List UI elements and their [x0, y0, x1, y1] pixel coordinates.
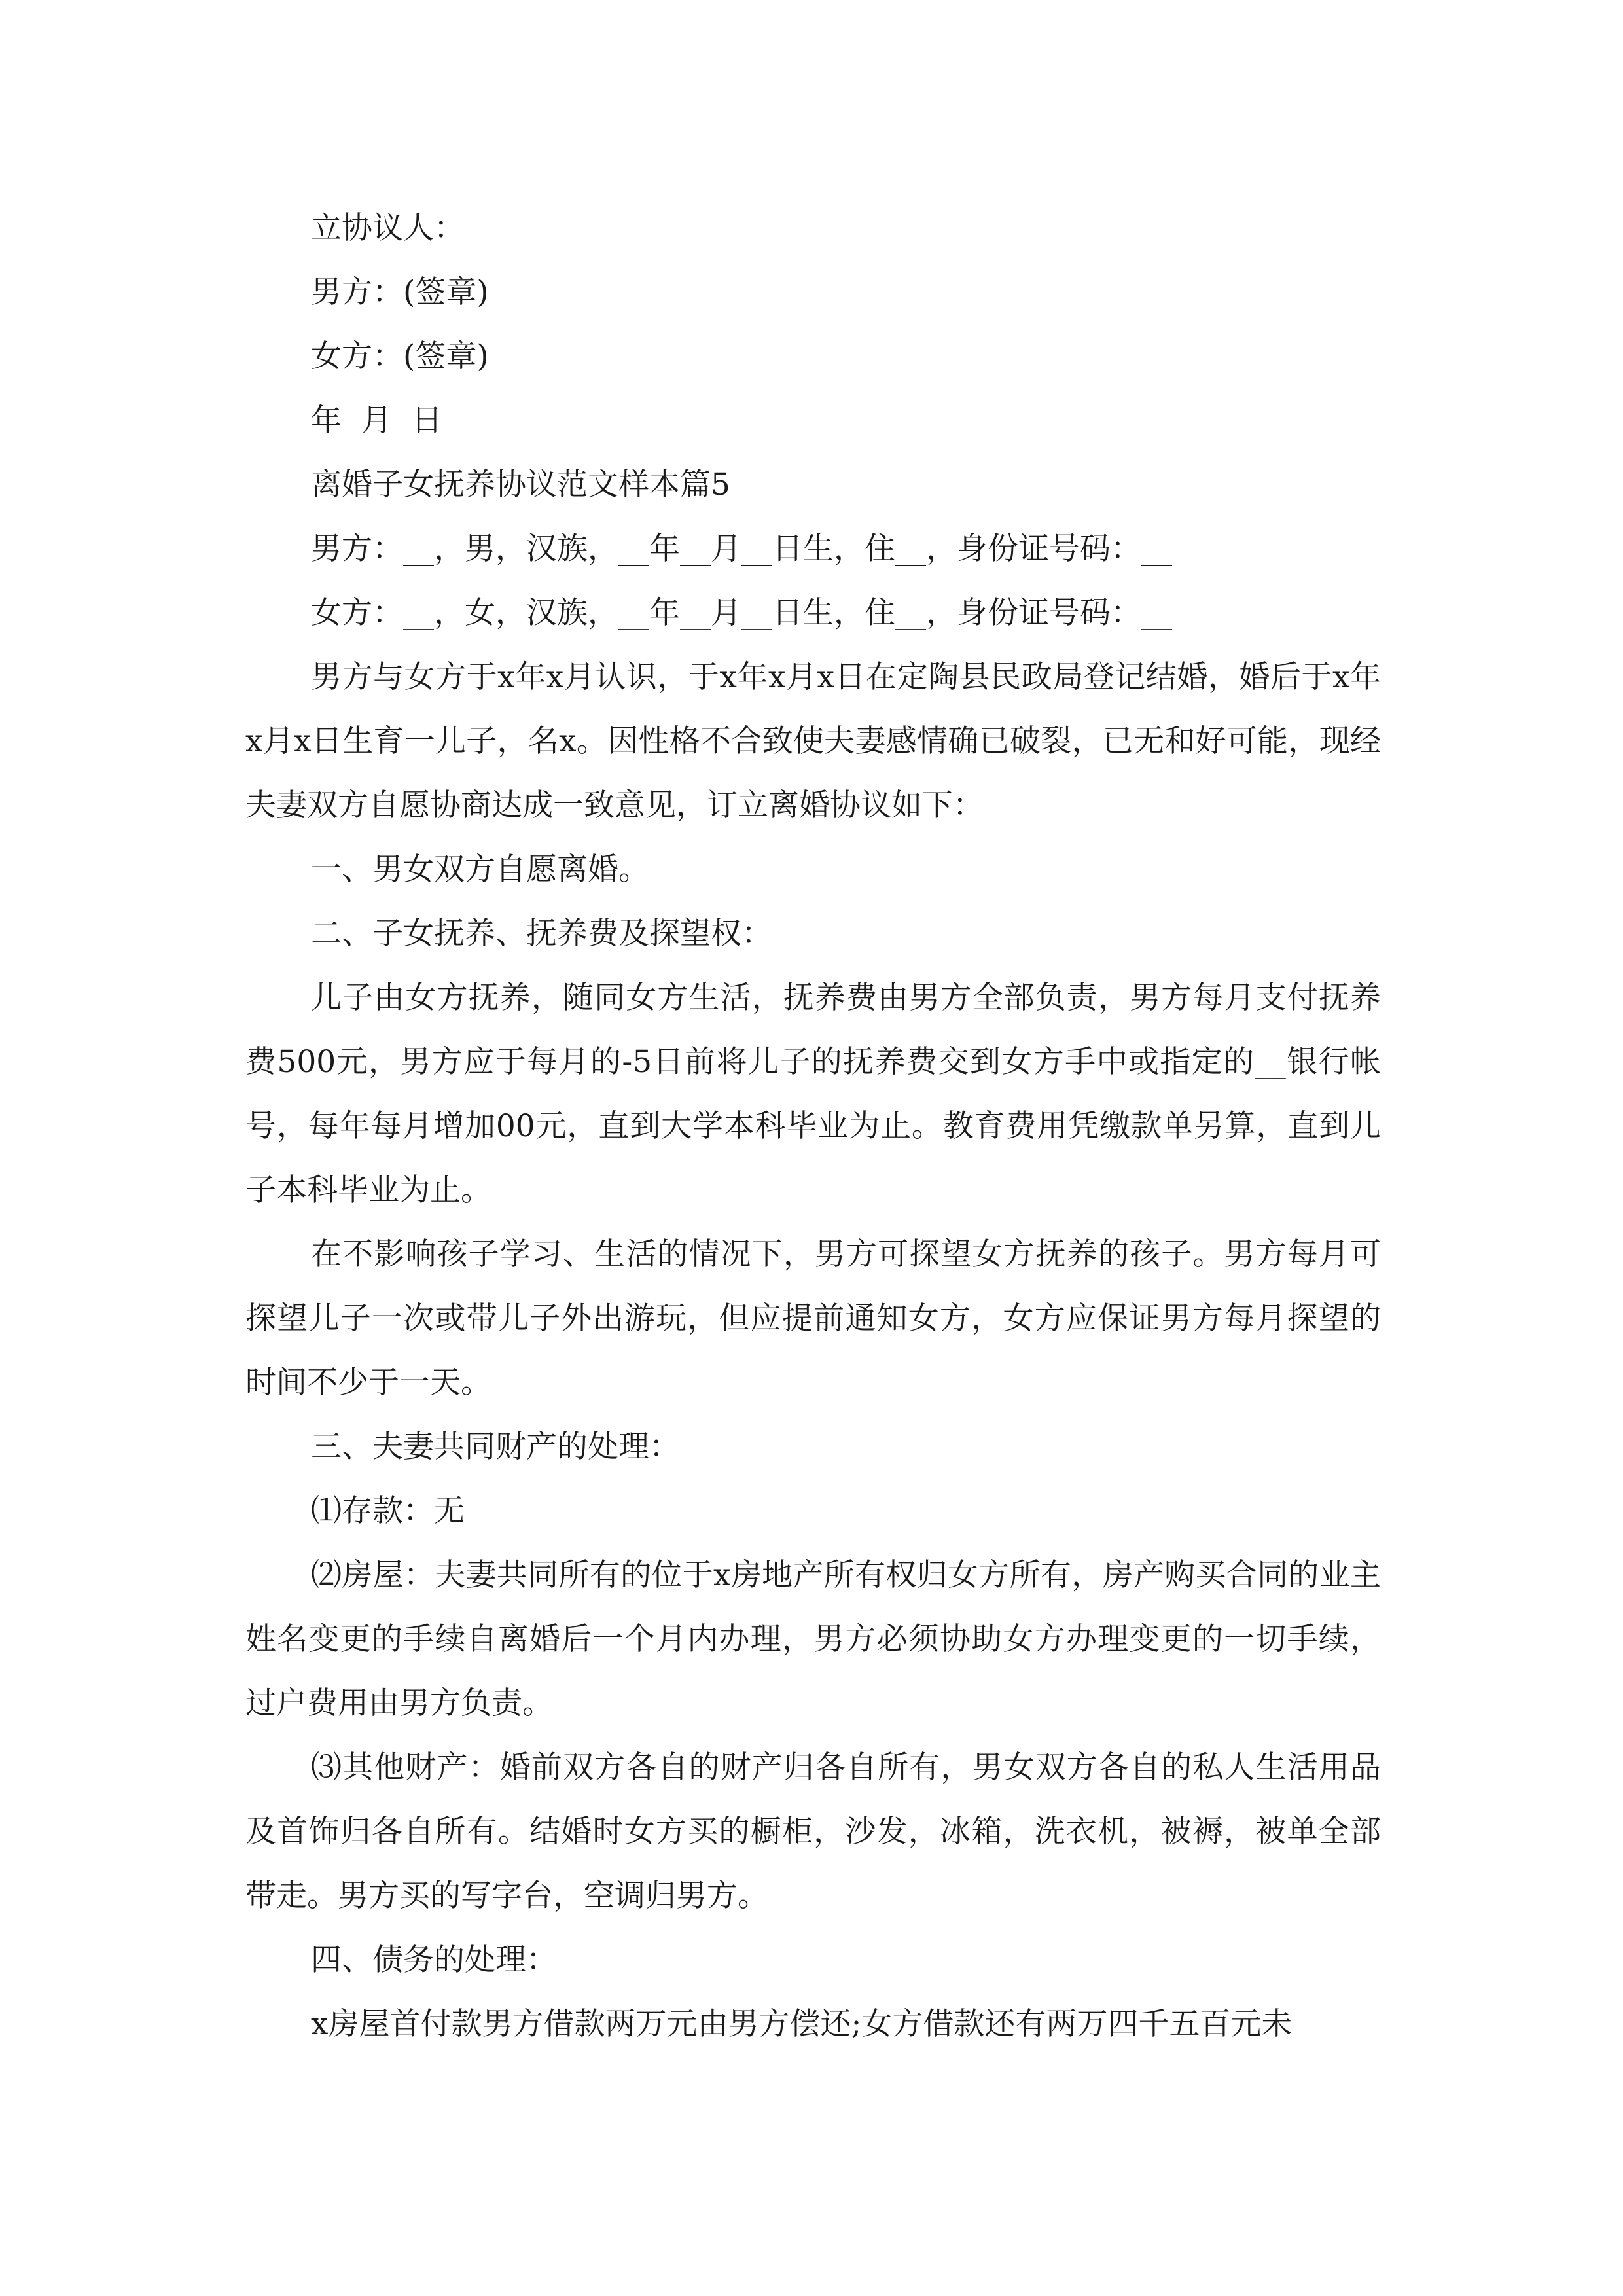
document-body	[245, 196, 1381, 2056]
male-info-line: 男方：__，男，汉族，__年__月__日生，住__，身份证号码：__	[311, 531, 1172, 567]
section-2-paragraph-2: 在不影响孩子学习、生活的情况下，男方可探望女方抚养的孩子。男方每月可探望儿子一次或带儿子外出游玩，但应提前通知女方，女方应保证男方每月探望的时间不少于一天。	[245, 1236, 1381, 1401]
female-signature-line: 女方：(签章)	[311, 338, 489, 374]
section-3-item-3: ⑶其他财产：婚前双方各自的财产归各自所有，男女双方各自的私人生活用品及首饰归各自所有。结婚时女方买的橱柜，沙发，冰箱，洗衣机，被褥，被单全部带走。男方买的写字台，空调归男方。	[245, 1749, 1381, 1914]
section-3-item-1: ⑴存款：无	[311, 1493, 465, 1529]
section-4-title: 四、债务的处理：	[311, 1942, 557, 1978]
section-3-item-2: ⑵房屋：夫妻共同所有的位于x房地产所有权归女方所有，房产购买合同的业主姓名变更的手续自离婚后一个月内办理，男方必须协助女方办理变更的一切手续，过户费用由男方负责。	[245, 1557, 1381, 1721]
male-signature-line: 男方：(签章)	[311, 274, 489, 310]
signers-heading: 立协议人：	[311, 210, 465, 246]
section-4-paragraph-1: x房屋首付款男方借款两万元由男方偿还;女方借款还有两万四千五百元未	[311, 2006, 1293, 2042]
date-line: 年 月 日	[311, 403, 442, 439]
section-3-title: 三、夫妻共同财产的处理：	[311, 1429, 680, 1465]
section-2-paragraph-1: 儿子由女方抚养，随同女方生活，抚养费由男方全部负责，男方每月支付抚养费500元，男方应于每月的-5日前将儿子的抚养费交到女方手中或指定的__银行帐号，每年每月增加00元，直到大学本科毕业为止。教育费用凭缴款单另算，直到儿子本科毕业为止。	[245, 980, 1381, 1208]
female-info-line: 女方：__，女，汉族，__年__月__日生，住__，身份证号码：__	[311, 595, 1172, 631]
section-2-title: 二、子女抚养、抚养费及探望权：	[311, 916, 772, 952]
intro-paragraph: 男方与女方于x年x月认识，于x年x月x日在定陶县民政局登记结婚，婚后于x年x月x日生育一儿子，名x。因性格不合致使夫妻感情确已破裂，已无和好可能，现经夫妻双方自愿协商达成一致意见，订立离婚协议如下：	[245, 659, 1381, 823]
section-1-title: 一、男女双方自愿离婚。	[311, 852, 649, 888]
article-title: 离婚子女抚养协议范文样本篇5	[311, 467, 730, 503]
